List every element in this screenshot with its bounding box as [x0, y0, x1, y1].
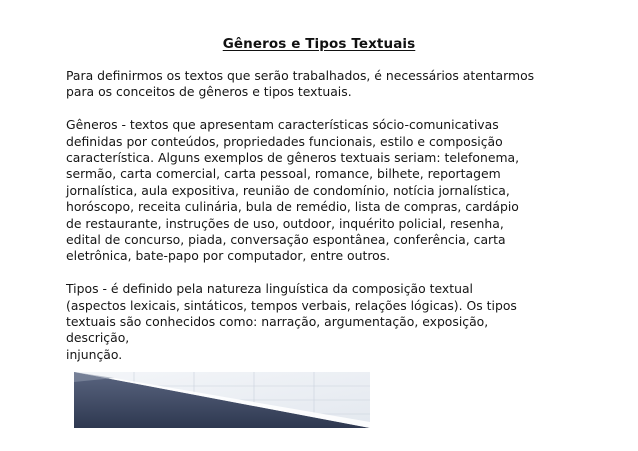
- generos-paragraph: Gêneros - textos que apresentam características sócio-comunicativas definidas por conteúdos, propriedades funcionais, estilo e composição característica. Alguns exemplos de gêneros textuais seriam: telefonema, sermão, carta comercial, carta pessoal, romance, bilhete, reportagem jornalística, aula expositiva, reunião de condomínio, notícia jornalística, horóscopo, receita culinária, bula de remédio, lista de compras, cardápio de restaurante, instruções de uso, outdoor, inquérito policial, resenha, edital de concurso, piada, conversação espontânea, conferência, carta eletrônica, bate-papo por computador, entre outros.: [66, 117, 520, 264]
- slide-body: [66, 68, 596, 363]
- tipos-paragraph: Tipos - é definido pela natureza linguística da composição textual (aspectos lexicais, sintáticos, tempos verbais, relações lógicas). Os tipos textuais são conhecidos como: narração, argumentação, exposição, descrição, injunção.: [66, 281, 517, 362]
- slide-title: Gêneros e Tipos Textuais: [222, 36, 416, 52]
- decorative-graphic: [74, 372, 370, 428]
- intro-paragraph: Para definirmos os textos que serão trabalhados, é necessários atentarmos para os conceitos de gêneros e tipos textuais.: [66, 68, 535, 100]
